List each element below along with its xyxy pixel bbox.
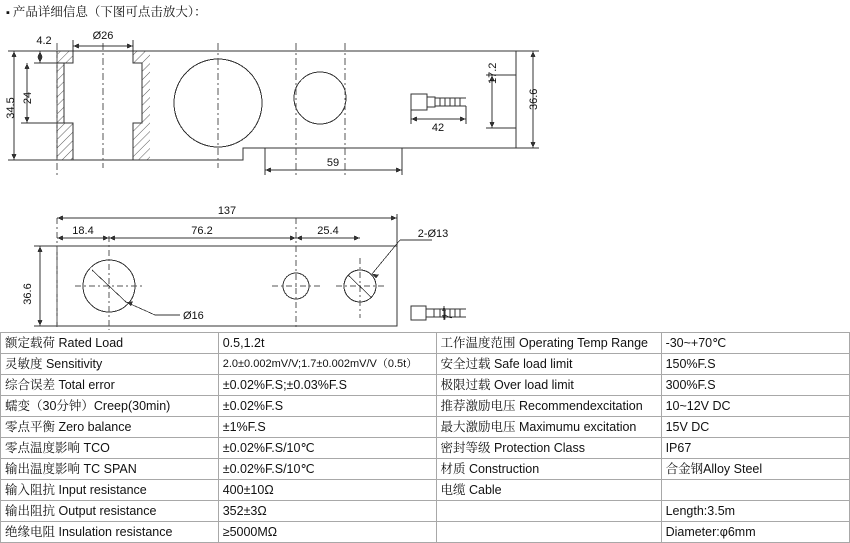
cable-gland-neck <box>427 97 435 107</box>
spec-label: 综合误差 Total error <box>1 375 219 396</box>
dim-76-2-text: 76.2 <box>191 225 213 237</box>
table-row <box>1 459 850 480</box>
drawing-svg[interactable] <box>0 18 850 330</box>
plan-cable-neck <box>426 309 434 317</box>
table-row <box>1 417 850 438</box>
spec-value: 2.0±0.002mV/V;1.7±0.002mV/V（0.5t） <box>218 354 436 375</box>
table-row <box>1 375 850 396</box>
spec-value: Diameter:φ6mm <box>661 522 849 543</box>
spec-value: ≥5000MΩ <box>218 522 436 543</box>
spec-value: ±0.02%F.S <box>218 396 436 417</box>
table-row <box>1 396 850 417</box>
spec-label <box>436 522 661 543</box>
spec-value: -30~+70℃ <box>661 333 849 354</box>
spec-value: 300%F.S <box>661 375 849 396</box>
spec-value: 400±10Ω <box>218 480 436 501</box>
page-title-text: 产品详细信息（下图可点击放大）： <box>12 5 207 19</box>
spec-label: 输入阻抗 Input resistance <box>1 480 219 501</box>
spec-value: 10~12V DC <box>661 396 849 417</box>
spec-value: Length:3.5m <box>661 501 849 522</box>
spec-label: 工作温度范围 Operating Temp Range <box>436 333 661 354</box>
spec-value: 合金钢Alloy Steel <box>661 459 849 480</box>
dim-d26-text: Ø26 <box>92 30 114 42</box>
spec-value <box>661 480 849 501</box>
spec-value: 352±3Ω <box>218 501 436 522</box>
spec-label: 绝缘电阻 Insulation resistance <box>1 522 219 543</box>
spec-label: 额定载荷 Rated Load <box>1 333 219 354</box>
specification-table <box>0 332 850 543</box>
spec-label: 蠕变（30分钟）Creep(30min) <box>1 396 219 417</box>
dim-4-2-text: 4.2 <box>36 35 52 47</box>
dim-42-text: 42 <box>431 122 445 134</box>
dim-137-text: 137 <box>217 205 237 217</box>
spec-value: ±1%F.S <box>218 417 436 438</box>
spec-label: 极限过载 Over load limit <box>436 375 661 396</box>
spec-label: 推荐激励电压 Recommendexcitation <box>436 396 661 417</box>
technical-drawing[interactable] <box>0 18 850 328</box>
dim-36-6-right-text: 36.6 <box>528 88 540 110</box>
dim-59-text: 59 <box>326 157 340 169</box>
spec-label: 最大激励电压 Maximumu excitation <box>436 417 661 438</box>
table-row <box>1 522 850 543</box>
spec-label: 零点温度影响 TCO <box>1 438 219 459</box>
spec-value: ±0.02%F.S/10℃ <box>218 459 436 480</box>
table-row <box>1 480 850 501</box>
dim-25-4-text: 25.4 <box>317 225 339 237</box>
spec-label: 密封等级 Protection Class <box>436 438 661 459</box>
dim-18-4-text: 18.4 <box>72 225 94 237</box>
cable-gland-body <box>411 94 427 110</box>
medium-hole-circle <box>294 72 346 124</box>
spec-label: 输出温度影响 TC SPAN <box>1 459 219 480</box>
table-row <box>1 438 850 459</box>
dim-2-d13-leader <box>372 240 400 274</box>
spec-value: 150%F.S <box>661 354 849 375</box>
dim-d16-text: Ø16 <box>183 310 204 322</box>
dim-34-5-text: 34.5 <box>5 97 17 119</box>
spec-value: 0.5,1.2t <box>218 333 436 354</box>
spec-label <box>436 501 661 522</box>
spec-value: IP67 <box>661 438 849 459</box>
dim-2-d13-text: 2-Ø13 <box>417 228 449 240</box>
spec-label: 输出阻抗 Output resistance <box>1 501 219 522</box>
dim-24-text: 24 <box>22 91 34 105</box>
table-row <box>1 354 850 375</box>
spec-label: 灵敏度 Sensitivity <box>1 354 219 375</box>
spec-value: ±0.02%F.S/10℃ <box>218 438 436 459</box>
spec-label: 材质 Construction <box>436 459 661 480</box>
bullet-icon: ▪ <box>6 7 10 19</box>
table-row <box>1 333 850 354</box>
dim-7-text: 7 <box>443 313 455 321</box>
spec-value: 15V DC <box>661 417 849 438</box>
dim-17-2-text: 17.2 <box>487 62 499 84</box>
plan-cable-gland <box>411 306 426 320</box>
spec-label: 零点平衡 Zero balance <box>1 417 219 438</box>
table-row <box>1 501 850 522</box>
dim-36-6-left-text: 36.6 <box>22 283 34 305</box>
spec-value: ±0.02%F.S;±0.03%F.S <box>218 375 436 396</box>
spec-label: 电缆 Cable <box>436 480 661 501</box>
spec-label: 安全过载 Safe load limit <box>436 354 661 375</box>
